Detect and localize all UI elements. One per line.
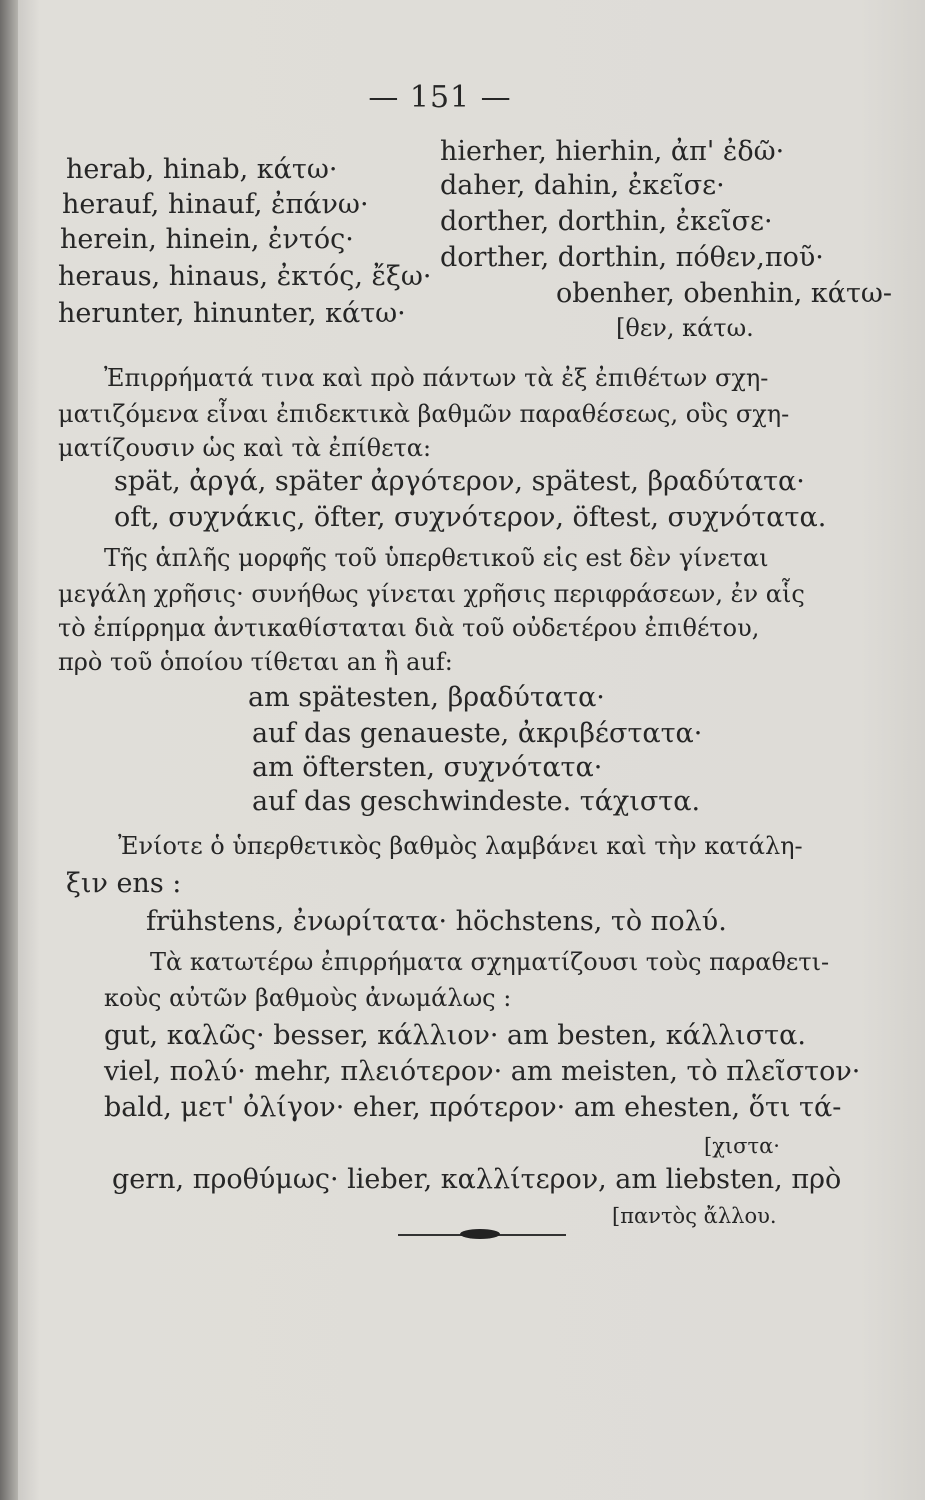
paragraph-line: ξιν ens : (66, 868, 182, 899)
superlative-line: am öftersten, συχνότατα· (252, 752, 603, 783)
superlative-line: am spätesten, βραδύτατα· (248, 682, 605, 713)
top-right-line: [θεν, κάτω. (616, 314, 754, 342)
top-left-line: herein, hinein, ἐντός· (60, 224, 354, 255)
superlative-line: auf das geschwindeste. τάχιστα. (252, 786, 701, 817)
paragraph-line: Ἐπιρρήματά τινα καὶ πρὸ πάντων τὰ ἐξ ἐπιθέτων σχη- (104, 364, 769, 392)
top-left-line: heraus, hinaus, ἐκτός, ἔξω· (58, 261, 432, 292)
paragraph-line: Ἐνίοτε ὁ ὑπερθετικὸς βαθμὸς λαμβάνει καὶ τὴν κατάλη- (118, 832, 803, 860)
top-left-line: herauf, hinauf, ἐπάνω· (62, 189, 369, 220)
irregular-line: bald, μετ' ὀλίγον· eher, πρότερον· am ehesten, ὅτι τά- (104, 1092, 842, 1123)
comparison-line: oft, συχνάκις, öfter, συχνότερον, öftest, συχνότατα. (114, 502, 827, 533)
irregular-line: gern, προθύμως· lieber, καλλίτερον, am liebsten, πρὸ (112, 1164, 842, 1195)
top-right-line: daher, dahin, ἐκεῖσε· (440, 170, 725, 201)
paragraph-line: κοὺς αὐτῶν βαθμοὺς ἀνωμάλως : (104, 984, 512, 1012)
paragraph-line: ματίζουσιν ὡς καὶ τὰ ἐπίθετα: (58, 434, 432, 462)
irregular-line: [παντὸς ἄλλου. (612, 1204, 777, 1228)
paragraph-line: Τῆς ἁπλῆς μορφῆς τοῦ ὑπερθετικοῦ εἰς est δὲν γίνεται (104, 544, 769, 572)
paragraph-line: ματιζόμενα εἶναι ἐπιδεκτικὰ βαθμῶν παραθέσεως, οὓς σχη- (58, 400, 790, 428)
top-right-line: dorther, dorthin, πόθεν,ποῦ· (440, 242, 824, 273)
irregular-line: viel, πολύ· mehr, πλειότερον· am meisten, τὸ πλεῖστον· (104, 1056, 861, 1087)
comparison-line: spät, ἀργά, später ἀργότερον, spätest, βραδύτατα· (114, 466, 805, 497)
paragraph-line: πρὸ τοῦ ὁποίου τίθεται an ἢ auf: (58, 648, 453, 676)
irregular-line: [χιστα· (704, 1134, 780, 1158)
top-right-line: dorther, dorthin, ἐκεῖσε· (440, 206, 773, 237)
paragraph-line: Τὰ κατωτέρω ἐπιρρήματα σχηματίζουσι τοὺς παραθετι- (150, 948, 830, 976)
top-right-line: obenher, obenhin, κάτω- (556, 278, 893, 309)
example-line: frühstens, ἐνωρίτατα· höchstens, τὸ πολύ. (146, 906, 727, 937)
top-right-line: hierher, hierhin, ἀπ' ἐδῶ· (440, 136, 785, 167)
page-number: — 151 — (368, 80, 512, 115)
irregular-line: gut, καλῶς· besser, κάλλιον· am besten, κάλλιστα. (104, 1020, 806, 1051)
top-left-line: herab, hinab, κάτω· (66, 154, 338, 185)
paragraph-line: μεγάλη χρῆσις· συνήθως γίνεται χρῆσις περιφράσεων, ἐν αἷς (58, 580, 805, 608)
top-left-line: herunter, hinunter, κάτω· (58, 298, 406, 329)
superlative-line: auf das genaueste, ἀκριβέστατα· (252, 718, 703, 749)
ornament-center (460, 1229, 500, 1239)
book-spine-shadow (0, 0, 18, 1500)
paragraph-line: τὸ ἐπίρρημα ἀντικαθίσταται διὰ τοῦ οὐδετέρου ἐπιθέτου, (58, 614, 760, 642)
